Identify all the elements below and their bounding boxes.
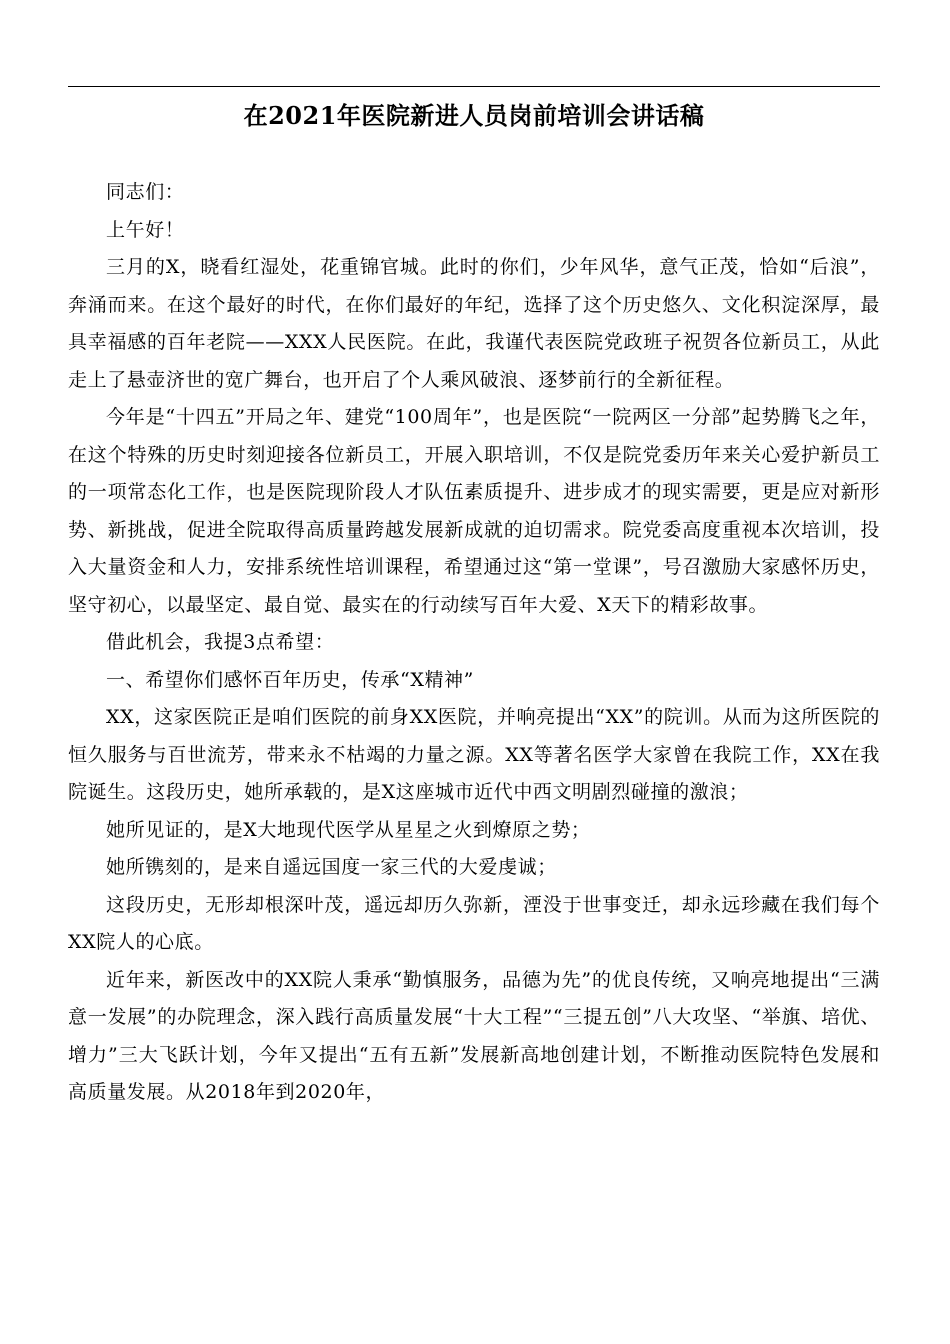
paragraph: 今年是“十四五”开局之年、建党“100周年”，也是医院“一院两区一分部”起势腾飞之年，在这个特殊的历史时刻迎接各位新员工，开展入职培训，不仅是院党委历年来关心爱护新员工的一项常态化工作，也是医院现阶段人才队伍素质提升、进步成才的现实需要，更是应对新形势、新挑战，促进全院取得高质量跨越发展新成就的迫切需求。院党委高度重视本次培训，投入大量资金和人力，安排系统性培训课程，希望通过这“第一堂课”，号召激励大家感怀历史，坚守初心，以最坚定、最自觉、最实在的行动续写百年大爱、X天下的精彩故事。 <box>68 406 880 616</box>
paragraph: 近年来，新医改中的XX院人秉承“勤慎服务，品德为先”的优良传统，又响亮地提出“三满意一发展”的办院理念，深入践行高质量发展“十大工程”“三提五创”八大攻坚、“举旗、培优、增力”三大飞跃计划，今年又提出“五有五新”发展新高地创建计划，不断推动医院特色发展和高质量发展。从2018年到2020年， <box>68 968 880 1103</box>
paragraph: 三月的X，晓看红湿处，花重锦官城。此时的你们，少年风华，意气正茂，恰如“后浪”，奔涌而来。在这个最好的时代，在你们最好的年纪，选择了这个历史悠久、文化积淀深厚，最具幸福感的百年老院——XXX人民医院。在此，我谨代表医院党政班子祝贺各位新员工，从此走上了悬壶济世的宽广舞台，也开启了个人乘风破浪、逐梦前行的全新征程。 <box>68 256 880 391</box>
paragraph: 她所镌刻的，是来自遥远国度一家三代的大爱虔诚； <box>106 856 557 878</box>
document-title: 在2021年医院新进人员岗前培训会讲话稿 <box>243 101 705 130</box>
section-heading: 一、希望你们感怀百年历史，传承“X精神” <box>106 668 474 691</box>
document-body <box>68 174 880 1112</box>
paragraph: XX，这家医院正是咱们医院的前身XX医院，并响亮提出“XX”的院训。从而为这所医院的恒久服务与百世流芳，带来永不枯竭的力量之源。XX等著名医学大家曾在我院工作，XX在我院诞生。这段历史，她所承载的，是X这座城市近代中西文明剧烈碰撞的激浪； <box>68 706 880 803</box>
header-rule <box>68 86 880 87</box>
paragraph-salutation: 上午好！ <box>106 218 185 241</box>
paragraph: 她所见证的，是X大地现代医学从星星之火到燎原之势； <box>106 818 591 841</box>
paragraph: 借此机会，我提3点希望： <box>106 631 335 653</box>
paragraph: 这段历史，无形却根深叶茂，遥远却历久弥新，湮没于世事变迁，却永远珍藏在我们每个XX院人的心底。 <box>68 893 880 953</box>
paragraph-greeting: 同志们： <box>106 181 185 203</box>
